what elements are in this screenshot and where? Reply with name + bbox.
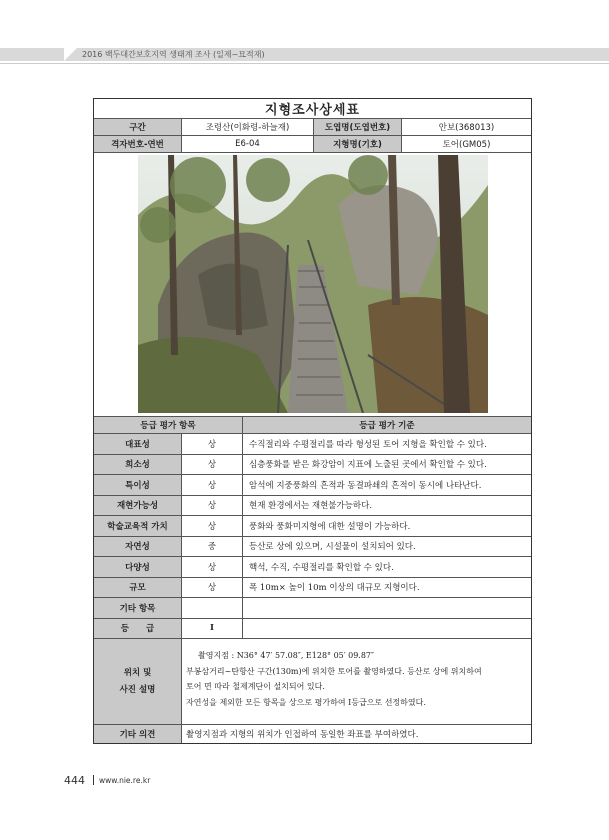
overall-grade-note <box>243 619 531 640</box>
photo-cell <box>94 153 531 417</box>
rock-joint-shadow <box>198 264 268 330</box>
overall-grade-row <box>94 619 531 640</box>
grid-row <box>94 136 531 153</box>
evaluation-criteria: 등산로 상에 있으며, 시설물이 설치되어 있다. <box>243 537 531 558</box>
header-divider <box>0 63 609 64</box>
grid-label: 격자번호-연번 <box>94 136 182 153</box>
location-label <box>94 639 182 725</box>
evaluation-grade: 중 <box>182 537 243 558</box>
evaluation-item-name: 학술교육적 가치 <box>94 516 182 537</box>
running-header-notch <box>64 48 77 61</box>
evaluation-item-name: 대표성 <box>94 434 182 455</box>
evaluation-criteria: 암석에 지중풍화의 흔적과 동결파쇄의 흔적이 동시에 나타난다. <box>243 475 531 496</box>
evaluation-grade: 상 <box>182 434 243 455</box>
evaluation-row <box>94 537 531 558</box>
evaluation-row <box>94 434 531 455</box>
survey-form <box>93 98 532 744</box>
tor-photo <box>138 155 488 413</box>
evaluation-row <box>94 557 531 578</box>
map-label: 도엽명(도엽번호) <box>314 119 402 136</box>
overall-grade-label: 등 급 <box>94 619 182 640</box>
evaluation-grade: 상 <box>182 578 243 599</box>
evaluation-row <box>94 516 531 537</box>
evaluation-row <box>94 496 531 517</box>
evaluation-item-name: 자연성 <box>94 537 182 558</box>
ground-leaves <box>368 297 488 413</box>
other-item-row <box>94 598 531 619</box>
section-value: 조령산(이화령-하늘재) <box>182 119 314 136</box>
evaluation-row <box>94 455 531 476</box>
location-coordinates: 촬영지점 : N36° 47′ 57.08″, E128° 05′ 09.87″ <box>198 651 375 660</box>
evaluation-criteria: 현재 환경에서는 재현불가능하다. <box>243 496 531 517</box>
evaluation-criteria-header: 등급 평가 기준 <box>243 417 531 434</box>
other-item-grade <box>182 598 243 619</box>
evaluation-criteria: 폭 10m× 높이 10m 이상의 대규모 지형이다. <box>243 578 531 599</box>
location-text-line: 토어 면 따라 철제계단이 설치되어 있다. <box>186 682 325 691</box>
grid-value: E6-04 <box>182 136 314 153</box>
evaluation-item-name: 다양성 <box>94 557 182 578</box>
footer-separator <box>93 775 94 785</box>
evaluation-item-name: 특이성 <box>94 475 182 496</box>
other-item-label: 기타 항목 <box>94 598 182 619</box>
evaluation-row <box>94 475 531 496</box>
location-row <box>94 639 531 725</box>
evaluation-grade: 상 <box>182 496 243 517</box>
evaluation-grade: 상 <box>182 557 243 578</box>
evaluation-header-row <box>94 417 531 434</box>
remarks-row <box>94 725 531 743</box>
evaluation-grade: 상 <box>182 475 243 496</box>
overall-grade-value: I <box>182 619 243 640</box>
section-label: 구간 <box>94 119 182 136</box>
evaluation-grade: 상 <box>182 516 243 537</box>
evaluation-row <box>94 578 531 599</box>
remarks-value: 촬영지점과 지형의 위치가 인접하여 동일한 좌표를 부여하였다. <box>186 730 419 740</box>
footer-url: www.nie.re.kr <box>99 776 151 785</box>
running-header-title: 2016 백두대간보호지역 생태계 조사 (일제~묘적재) <box>82 50 265 59</box>
evaluation-criteria: 핵석, 수직, 수평절리를 확인할 수 있다. <box>243 557 531 578</box>
location-label-line1: 위치 및 <box>123 667 152 678</box>
evaluation-item-name: 재현가능성 <box>94 496 182 517</box>
evaluation-item-name: 규모 <box>94 578 182 599</box>
landform-value: 토어(GM05) <box>402 136 531 153</box>
page-number: 444 <box>64 774 85 787</box>
location-text-line: 부봉삼거리~탄항산 구간(130m)에 위치한 토어를 촬영하였다. 등산로 상에 위치하여 <box>186 666 482 676</box>
remarks-label: 기타 의견 <box>94 725 182 743</box>
evaluation-item-header: 등급 평가 항목 <box>94 417 243 434</box>
form-title: 지형조사상세표 <box>94 99 531 119</box>
map-value: 안보(368013) <box>402 119 531 136</box>
section-row <box>94 119 531 136</box>
location-description <box>182 639 531 725</box>
location-label-line2: 사진 설명 <box>119 684 156 695</box>
location-text-line: 자연성을 제외한 모든 항목을 상으로 평가하여 Ⅰ등급으로 선정하였다. <box>186 697 426 707</box>
evaluation-criteria: 풍화와 풍화미지형에 대한 설명이 가능하다. <box>243 516 531 537</box>
other-item-criteria <box>243 598 531 619</box>
evaluation-criteria: 수직절리와 수평절리를 따라 형성된 토어 지형을 확인할 수 있다. <box>243 434 531 455</box>
evaluation-item-name: 희소성 <box>94 455 182 476</box>
evaluation-criteria: 심층풍화를 받은 화강암이 지표에 노출된 곳에서 확인할 수 있다. <box>243 455 531 476</box>
form-title-row <box>94 99 531 119</box>
evaluation-grade: 상 <box>182 455 243 476</box>
landform-label: 지형명(기호) <box>314 136 402 153</box>
